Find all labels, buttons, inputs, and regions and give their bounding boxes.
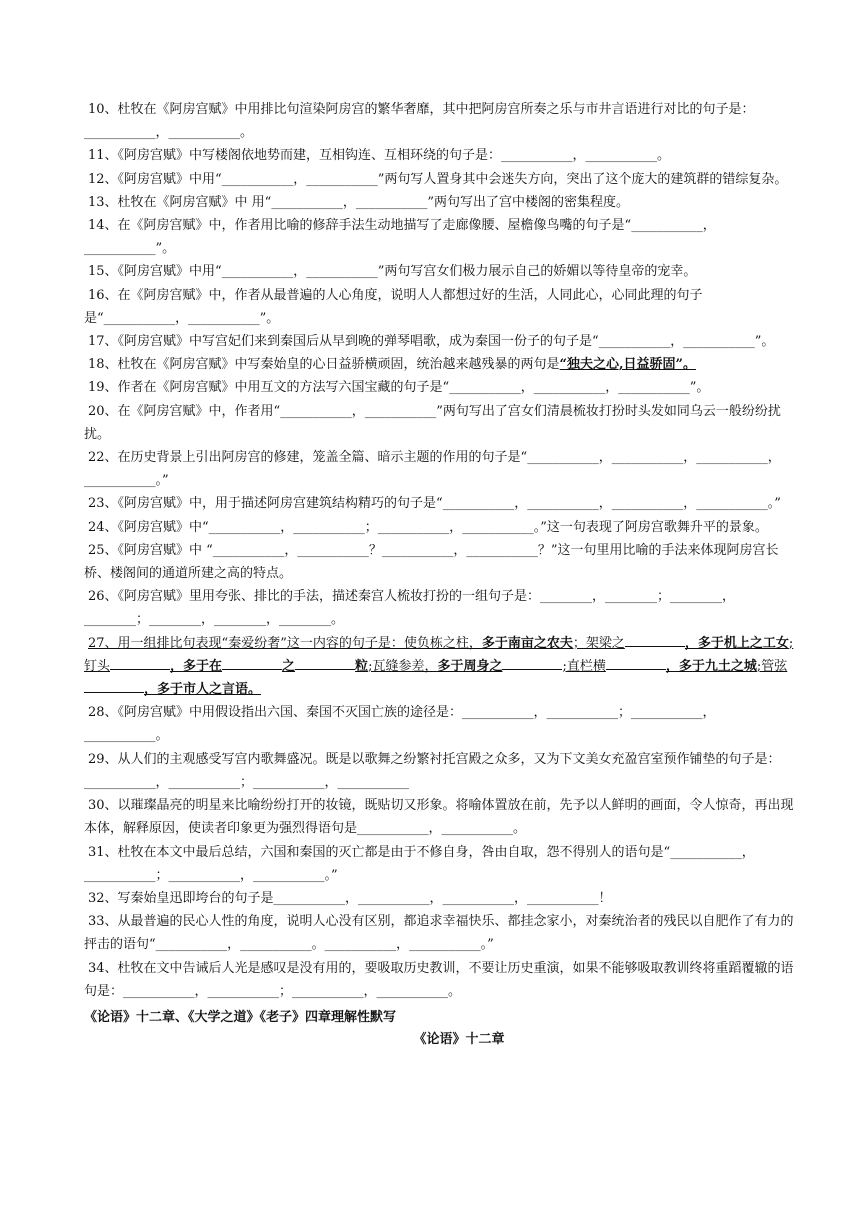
question-18-answer: “独夫之心,日益骄固”。 (559, 357, 697, 373)
q27-blank (222, 656, 282, 670)
section-title: 《论语》十二章、《大学之道》《老子》四章理解性默写 (84, 1009, 397, 1025)
question-27 (84, 632, 794, 702)
question-32: 32、写秦始皇迅即垮台的句子是___________，___________，___________，___________！ (88, 890, 612, 906)
q27-part: ，多于九土之城 (665, 658, 757, 674)
q27-blank (295, 656, 355, 670)
q27-part: ，多于在 (170, 658, 223, 674)
question-18-prompt: 18、杜牧在《阿房宫赋》中写秦始皇的心日益骄横顽固，统治越来越残暴的两句是 (88, 357, 560, 373)
question-17: 17、《阿房宫赋》中写宫妃们来到秦国后从早到晚的弹琴唱歌，成为秦国一份子的句子是“___________，___________”。 (88, 334, 775, 350)
question-29: 29、从人们的主观感受写宫内歌舞盛况。既是以歌舞之纷繁衬托宫殿之众多，又为下文美女充盈宫室预作铺垫的句子是：___________，___________；___________，___________ (84, 751, 781, 790)
q27-part: 粒 (355, 658, 369, 674)
question-25: 25、《阿房宫赋》中 “___________，___________？___________，___________？”这一句里用比喻的手法来体现阿房宫长桥、楼阁间的通道所建之高的特点。 (84, 542, 779, 582)
question-12: 12、《阿房宫赋》中用“___________，___________”两句写人置身其中会迷失方向，突出了这个庞大的建筑群的错综复杂。 (88, 171, 788, 187)
q27-part: ;瓦缝参差， (368, 658, 438, 674)
q27-blank (625, 633, 685, 647)
question-31: 31、杜牧在本文中最后总结，六国和秦国的灭亡都是由于不修自身，咎由自取，怨不得别人的语句是“___________，___________；___________，___________。” (84, 844, 755, 883)
q27-part: ;管弦 (756, 658, 788, 674)
question-23: 23、《阿房宫赋》中，用于描述阿房宫建筑结构精巧的句子是“___________，___________，___________，___________。” (88, 496, 781, 512)
q27-part: ，多于市人之言语。 (144, 682, 262, 698)
q27-part: 27、用一组排比句表现“秦爱纷奢”这一内容的句子是：使负栋之柱， (88, 635, 482, 651)
question-10: 10、杜牧在《阿房宫赋》中用排比句渲染阿房宫的繁华奢靡，其中把阿房宫所奏之乐与市井言语进行对比的句子是：___________，___________。 (84, 102, 755, 141)
question-14: 14、在《阿房宫赋》中，作者用比喻的修辞手法生动地描写了走廊像腰、屋檐像鸟嘴的句子是“___________，___________”。 (84, 218, 716, 257)
question-15: 15、《阿房宫赋》中用“___________，___________”两句写宫女们极力展示自己的娇媚以等待皇帝的宠幸。 (88, 264, 697, 280)
q27-part: 多于南亩之农夫 (481, 635, 573, 651)
question-30: 30、以璀璨晶亮的明星来比喻纷纷打开的妆镜，既贴切又形象。将喻体置放在前，先予以人鲜明的画面，令人惊奇，再出现本体，解释原因，使读者印象更为强烈得语句是___________，___________。 (84, 798, 794, 837)
q27-part: 之 (282, 658, 296, 674)
question-28: 28、《阿房宫赋》中用假设指出六国、秦国不灭国亡族的途径是：___________，___________；___________，___________。 (84, 705, 716, 744)
question-11: 11、《阿房宫赋》中写楼阁依地势而建，互相钩连、互相环绕的句子是：___________，___________。 (88, 148, 671, 164)
q27-part: ;钉头 (84, 635, 794, 674)
q27-part: 多于周身之 (437, 658, 503, 674)
question-20: 20、在《阿房宫赋》中，作者用“___________，___________”两句写出了宫女们清晨梳妆打扮时头发如同乌云一般纷纷扰扰。 (84, 403, 781, 442)
q27-part: ;直栏横 (562, 658, 606, 674)
question-24: 24、《阿房宫赋》中“___________，___________；___________，___________。”这一句表现了阿房宫歌舞升平的景象。 (88, 519, 768, 535)
question-34: 34、杜牧在文中告诫后人光是感叹是没有用的，要吸取历史教训，不要让历史重演，如果不能够吸取教训终将重蹈覆辙的语句是：___________，___________；___________，___________。 (84, 960, 794, 999)
question-18 (84, 353, 794, 376)
q27-blank (84, 679, 144, 693)
q27-blank (110, 656, 170, 670)
q27-part: ；架梁之 (572, 635, 625, 651)
q27-blank (606, 656, 666, 670)
worksheet (84, 98, 794, 1051)
q27-part: ，多于机上之工女 (684, 635, 789, 651)
subsection-title: 《论语》十二章 (413, 1031, 505, 1047)
question-19: 19、作者在《阿房宫赋》中用互文的方法写六国宝藏的句子是“___________，___________，___________”。 (88, 380, 710, 396)
question-33: 33、从最普遍的民心人性的角度，说明人心没有区别，都追求幸福快乐、都挂念家小，对秦统治者的残民以自肥作了有力的抨击的语句“___________，___________。___________，___________。” (84, 914, 794, 953)
question-26: 26、《阿房宫赋》里用夸张、排比的手法，描述秦宫人梳妆打扮的一组句子是：________，________；________，________；________，________，________。 (84, 589, 736, 628)
question-16: 16、在《阿房宫赋》中，作者从最普遍的人心角度，说明人人都想过好的生活，人同此心，心同此理的句子是“___________，___________”。 (84, 287, 703, 326)
q27-blank (502, 656, 562, 670)
question-22: 22、在历史背景上引出阿房宫的修建，笼盖全篇、暗示主题的作用的句子是“___________，___________，___________，___________。” (84, 450, 781, 489)
question-13: 13、杜牧在《阿房宫赋》中 用“___________，___________”两句写出了宫中楼阁的密集程度。 (88, 194, 629, 210)
